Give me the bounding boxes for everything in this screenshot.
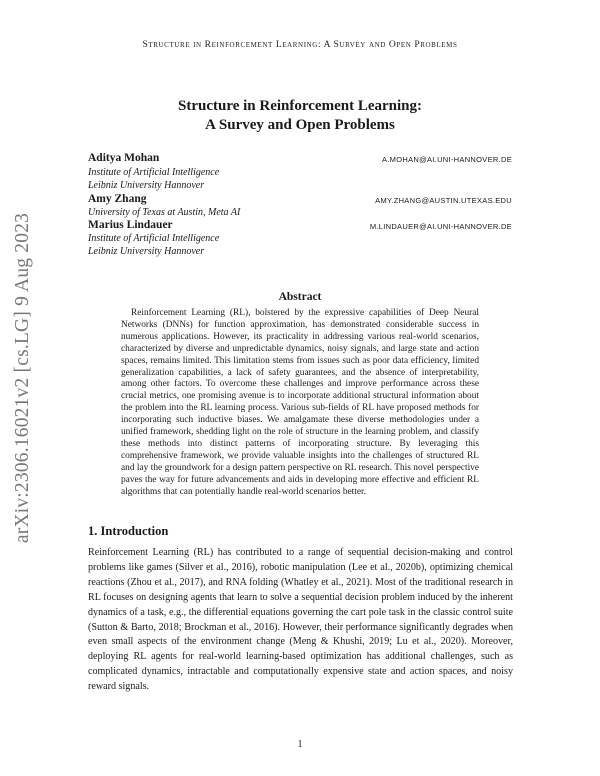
author-affiliation: Institute of Artificial Intelligence bbox=[88, 233, 220, 244]
page-number: 1 bbox=[297, 739, 303, 750]
intro-body bbox=[88, 546, 513, 695]
abstract-paragraph: Reinforcement Learning (RL), bolstered by the expressive capabilities of Deep Neural Networks (DNNs) for function approximation, has demonstrated considerable success in numerous applications. However, its practicality in addressing various real-world scenarios, characterized by diverse and unpredictable dynamics, noisy signals, and large state and action spaces, remains limited. This limitation stems from issues such as poor data efficiency, limited generalization capabilities, a lack of safety guarantees, and the absence of interpretability, among other factors. To overcome these challenges and improve performance across these crucial metrics, one promising avenue is to incorporate additional structural information about the problem into the RL learning process. Various sub-fields of RL have proposed methods for incorporating such inductive biases. We amalgamate these diverse methodologies under a unified framework, shedding light on the role of structure in the learning problem, and classify these methods into distinct patterns of incorporating structure. By leveraging this comprehensive framework, we provide valuable insights into the challenges of structured RL and lay the groundwork for a design pattern perspective on RL research. This novel perspective paves the way for future advancements and aids in developing more effective and efficient RL algorithms that can potentially handle real-world scenarios better. bbox=[121, 308, 479, 497]
author-name: Amy Zhang bbox=[88, 193, 147, 205]
author-name: Aditya Mohan bbox=[88, 152, 160, 164]
abstract-body bbox=[121, 308, 479, 499]
author-affiliation: Institute of Artificial Intelligence bbox=[88, 167, 220, 178]
author-email[interactable]: AMY.ZHANG@AUSTIN.UTEXAS.EDU bbox=[375, 196, 512, 205]
arxiv-stamp: arXiv:2306.16021v2 [cs.LG] 9 Aug 2023 bbox=[12, 212, 33, 543]
author-email[interactable]: M.LINDAUER@AI.UNI-HANNOVER.DE bbox=[369, 222, 512, 231]
running-head: Structure in Reinforcement Learning: A Survey and Open Problems bbox=[142, 40, 458, 50]
title-line-1: Structure in Reinforcement Learning: bbox=[178, 98, 422, 114]
intro-paragraph: Reinforcement Learning (RL) has contributed to a range of sequential decision-making and control problems like games (Silver et al., 2016), robotic manipulation (Lee et al., 2020b), optimizing chemical reactions (Zhou et al., 2017), and RNA folding (Whatley et al., 2021). Most of the traditional research in RL focuses on designing agents that learn to solve a sequential decision problem induced by the inherent dynamics of a task, e.g., the differential equations governing the cart pole task in the classic control suite (Sutton & Barto, 2018; Brockman et al., 2016). However, their performance significantly degrades when even small aspects of the environment change (Meng & Khushi, 2019; Lu et al., 2020). Moreover, deploying RL agents for real-world learning-based optimization has additional challenges, such as complicated dynamics, intractable and computationally expensive state and action spaces, and noisy reward signals. bbox=[88, 547, 513, 693]
author-affiliation: Leibniz University Hannover bbox=[88, 180, 205, 191]
author-affiliation: University of Texas at Austin, Meta AI bbox=[88, 207, 241, 218]
section-heading: 1. Introduction bbox=[88, 524, 169, 538]
abstract-heading: Abstract bbox=[278, 291, 322, 303]
author-affiliation: Leibniz University Hannover bbox=[88, 246, 205, 257]
author-name: Marius Lindauer bbox=[88, 219, 173, 231]
title-line-2: A Survey and Open Problems bbox=[205, 117, 395, 133]
paper-title bbox=[0, 97, 600, 135]
author-email[interactable]: A.MOHAN@AI.UNI-HANNOVER.DE bbox=[381, 155, 512, 164]
